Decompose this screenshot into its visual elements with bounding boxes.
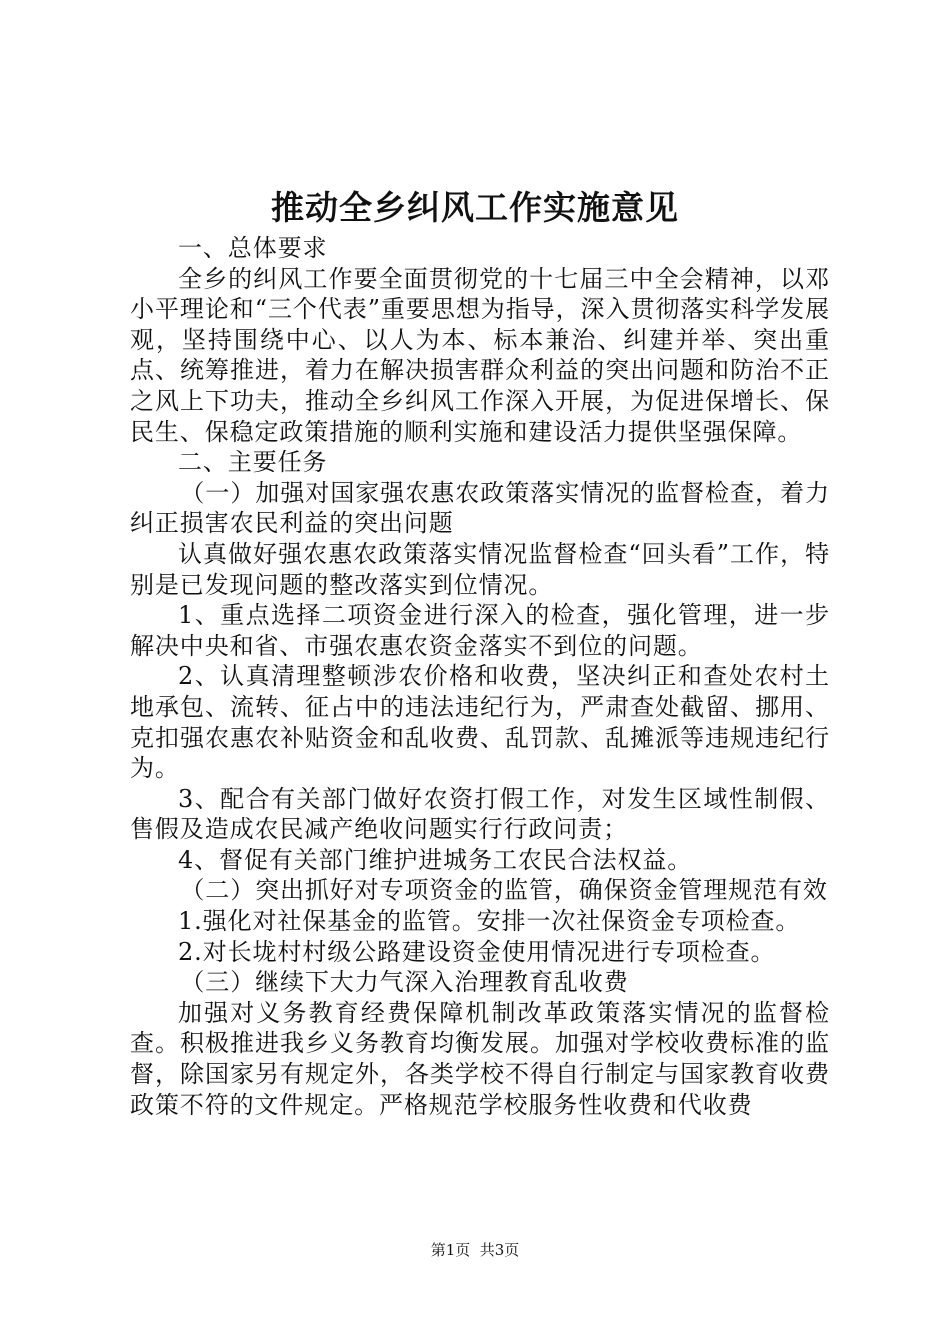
body-paragraph: 加强对义务教育经费保障机制改革政策落实情况的监督检查。积极推进我乡义务教育均衡发展。加强对学校收费标准的监督，除国家另有规定外，各类学校不得自行制定与国家教育收费政策不符的文件规定。严格规范学校服务性收费和代收费 [130,998,830,1119]
subsection-heading: （二）突出抓好对专项资金的监管，确保资金管理规范有效 [180,876,828,905]
subsection-heading: （一）加强对国家强农惠农政策落实情况的监督检查，着力纠正损害农民利益的突出问题 [130,478,830,538]
section-heading: 二、主要任务 [178,448,328,477]
list-item: 1、重点选择二项资金进行深入的检查，强化管理，进一步解决中央和省、市强农惠农资金落实不到位的问题。 [130,601,830,660]
document-title: 推动全乡纠风工作实施意见 [271,188,679,227]
body-paragraph: 认真做好强农惠农政策落实情况监督检查“回头看”工作，特别是已发现问题的整改落实到位情况。 [130,539,830,599]
list-item: 4、督促有关部门维护进城务工农民合法权益。 [178,845,693,874]
list-item: 3、配合有关部门做好农资打假工作，对发生区域性制假、售假及造成农民减产绝收问题实行行政问责； [130,784,830,844]
body-paragraph: 全乡的纠风工作要全面贯彻党的十七届三中全会精神，以邓小平理论和“三个代表”重要思想为指导，深入贯彻落实科学发展观，坚持围绕中心、以人为本、标本兼治、纠建并举、突出重点、统筹推进，着力在解决损害群众利益的突出问题和防治不正之风上下功夫，推动全乡纠风工作深入开展，为促进保增长、保民生、保稳定政策措施的顺利实施和建设活力提供坚强保障。 [130,264,830,446]
list-item: 1.强化对社保基金的监管。安排一次社保资金专项检查。 [178,907,801,936]
page-footer [0,1240,950,1260]
list-item: 2、认真清理整顿涉农价格和收费，坚决纠正和查处农村土地承包、流转、征占中的违法违纪行为，严肃查处截留、挪用、克扣强农惠农补贴资金和乱收费、乱罚款、乱摊派等违规违纪行为。 [130,662,830,783]
subsection-heading: （三）继续下大力气深入治理教育乱收费 [180,968,629,997]
document-body [130,233,830,1120]
section-heading: 一、总体要求 [178,234,328,262]
list-item: 2.对长垅村村级公路建设资金使用情况进行专项检查。 [178,937,776,966]
page-number: 第1页 共3页 [430,1241,520,1259]
